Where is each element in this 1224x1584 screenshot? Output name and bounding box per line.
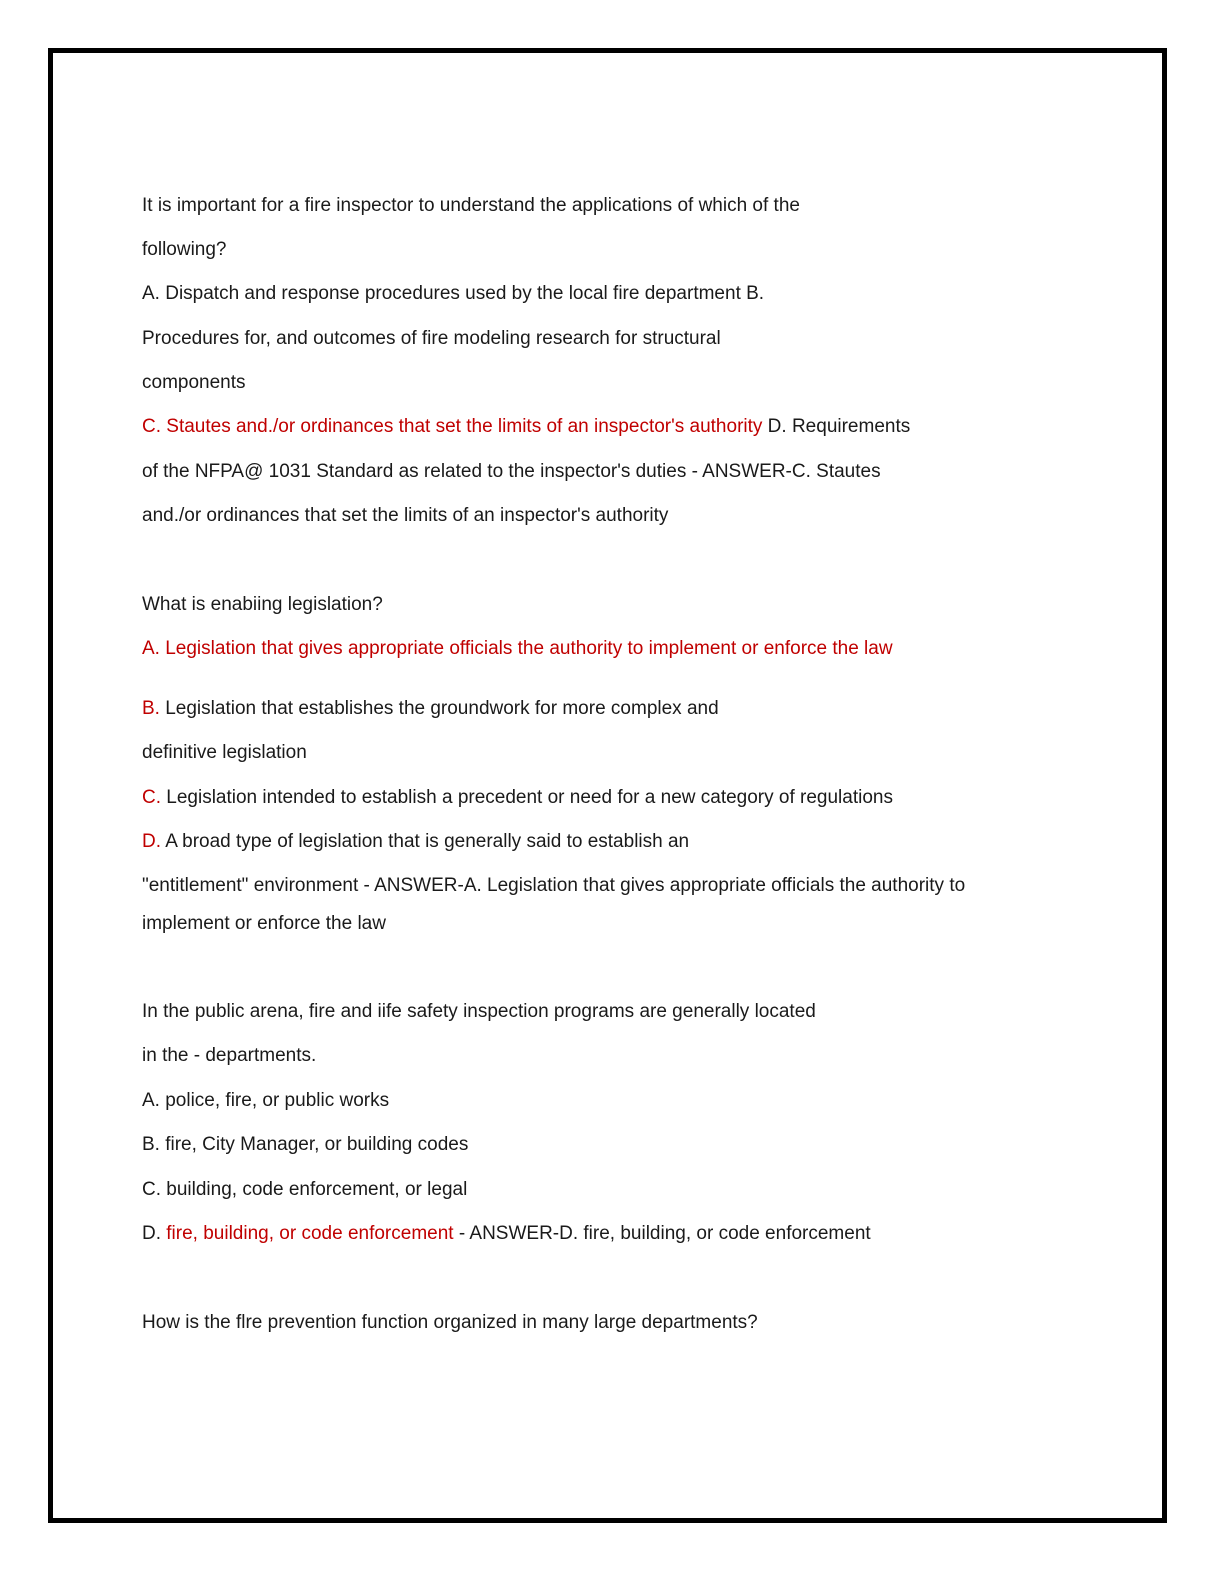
q4-question: How is the flre prevention function organized in many large departments?: [142, 1312, 758, 1333]
q1-question-line-1: It is important for a fire inspector to understand the applications of which of the: [142, 195, 800, 216]
q2-option-d-answer: "entitlement" environment - ANSWER-A. Legislation that gives appropriate officials the authority to: [142, 875, 966, 896]
q1-option-d-answer: of the NFPA@ 1031 Standard as related to the inspector's duties - ANSWER-C. Stautes: [142, 461, 881, 482]
q3-option-b: B. fire, City Manager, or building codes: [142, 1134, 469, 1155]
q2-question: What is enabiing legislation?: [142, 594, 383, 615]
q1-option-b: Procedures for, and outcomes of fire modeling research for structural: [142, 328, 721, 349]
q2-option-b: [142, 697, 719, 721]
q3-question-line-2: in the - departments.: [142, 1045, 317, 1066]
q3-answer: - ANSWER-D. fire, building, or code enforcement: [453, 1223, 871, 1244]
q3-option-a: A. police, fire, or public works: [142, 1090, 390, 1111]
q1-option-c-d: [142, 415, 910, 439]
q2-option-b-letter: B.: [142, 698, 160, 719]
q3-option-d-letter: D.: [142, 1223, 167, 1244]
q2-option-a-correct: A. Legislation that gives appropriate officials the authority to implement or enforce the law: [142, 638, 893, 659]
q1-question-line-2: following?: [142, 239, 227, 260]
q2-option-c-letter: C.: [142, 787, 161, 808]
q3-correct-option: fire, building, or code enforcement: [166, 1223, 454, 1244]
q2-option-d: [142, 830, 689, 854]
q3-question-line-1: In the public arena, fire and iife safety inspection programs are generally located: [142, 1001, 816, 1022]
q1-correct-option: C. Stautes and./or ordinances that set the limits of an inspector's authority: [142, 416, 763, 437]
q2-option-b-cont: definitive legislation: [142, 742, 307, 763]
q2-option-d-letter: D.: [142, 831, 161, 852]
q1-answer-cont: and./or ordinances that set the limits of an inspector's authority: [142, 505, 669, 526]
q2-option-b-text: Legislation that establishes the groundwork for more complex and: [159, 698, 719, 719]
q1-option-b-cont: components: [142, 372, 246, 393]
q1-option-a: A. Dispatch and response procedures used by the local fire department B.: [142, 283, 765, 304]
q3-option-d: [142, 1222, 871, 1246]
q2-option-c: [142, 786, 893, 810]
q2-option-d-text: A broad type of legislation that is generally said to establish an: [161, 831, 690, 852]
q1-option-d-start: D. Requirements: [762, 416, 911, 437]
q2-answer-cont: implement or enforce the law: [142, 913, 386, 934]
q2-option-c-text: Legislation intended to establish a precedent or need for a new category of regulations: [161, 787, 893, 808]
q3-option-c: C. building, code enforcement, or legal: [142, 1179, 468, 1200]
